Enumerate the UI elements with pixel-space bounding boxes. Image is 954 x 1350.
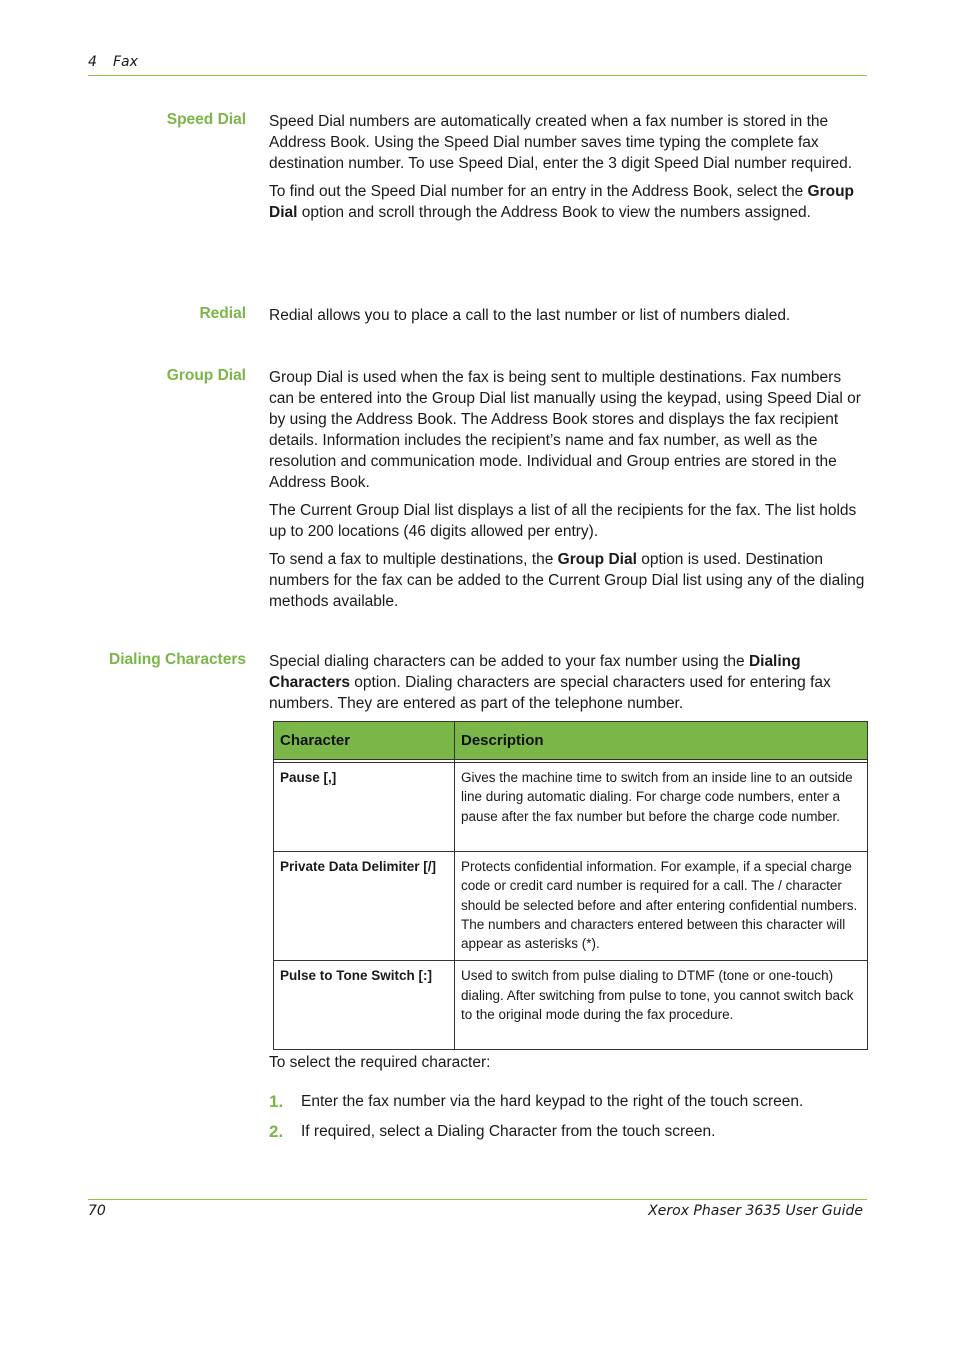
page-header [88, 53, 867, 76]
list-item [269, 1092, 869, 1122]
dialing-characters-text: option. Dialing characters are special characters used for entering fax numbers. They are entered as part of the telephone number. [269, 674, 831, 712]
page-footer [88, 1199, 867, 1222]
column-header-description: Description [455, 722, 868, 760]
dialing-characters-paragraph [269, 651, 869, 714]
step-number: 1. [269, 1092, 284, 1111]
list-item [269, 1122, 869, 1152]
table-row [274, 852, 868, 961]
redial-body [269, 305, 869, 333]
table-row [274, 961, 868, 1050]
instructions-intro: To select the required character: [269, 1054, 491, 1071]
speed-dial-body [269, 111, 869, 230]
character-cell: Pulse to Tone Switch [:] [274, 961, 455, 1050]
dialing-characters-body [269, 651, 869, 721]
group-dial-heading: Group Dial [166, 367, 246, 384]
redial-paragraph: Redial allows you to place a call to the last number or list of numbers dialed. [269, 307, 791, 324]
character-cell: Pause [,] [274, 763, 455, 852]
dialing-characters-heading: Dialing Characters [109, 651, 246, 668]
table-row [274, 763, 868, 852]
character-cell: Private Data Delimiter [/] [274, 852, 455, 961]
description-cell: Gives the machine time to switch from an inside line to an outside line during automatic dialing. For charge code numbers, enter a pause after the fax number but before the charge code number. [455, 763, 868, 852]
chapter-number: 4 [88, 54, 97, 70]
group-dial-paragraph-1: Group Dial is used when the fax is being sent to multiple destinations. Fax numbers can be entered into the Group Dial list manually using the keypad, using Speed Dial or by using the Address Book. The Address Book stores and displays the fax recipient details. Information includes the recipient’s name and fax number, as well as the resolution and communication mode. Individual and Group entries are stored in the Address Book. [269, 369, 861, 491]
speed-dial-text: To find out the Speed Dial number for an entry in the Address Book, select the [269, 183, 808, 200]
dialing-characters-option-name: Dialing Characters [269, 653, 801, 691]
group-dial-option-name: Group Dial [557, 551, 637, 568]
page-number: 70 [88, 1203, 106, 1219]
speed-dial-heading: Speed Dial [166, 111, 246, 128]
group-dial-option-name: Group Dial [269, 183, 855, 221]
column-header-character: Character [274, 722, 455, 760]
redial-heading: Redial [199, 305, 246, 322]
speed-dial-paragraph-2 [269, 181, 869, 223]
dialing-characters-text: Special dialing characters can be added to your fax number using the [269, 653, 749, 670]
group-dial-paragraph-2: The Current Group Dial list displays a list of all the recipients for the fax. The list holds up to 200 locations (46 digits allowed per entry). [269, 502, 857, 540]
group-dial-text: option is used. Destination numbers for the fax can be added to the Current Group Dial list using any of the dialing methods available. [269, 551, 865, 610]
chapter-title: Fax [113, 54, 138, 70]
speed-dial-text: option and scroll through the Address Book to view the numbers assigned. [297, 204, 811, 221]
dialing-characters-table [273, 721, 868, 1050]
speed-dial-paragraph-1: Speed Dial numbers are automatically created when a fax number is stored in the Address Book. Using the Speed Dial number saves time typing the complete fax destination number. To use Speed Dial, enter the 3 digit Speed Dial number required. [269, 113, 853, 172]
step-text: Enter the fax number via the hard keypad to the right of the touch screen. [301, 1093, 804, 1110]
guide-title: Xerox Phaser 3635 User Guide [648, 1203, 863, 1219]
group-dial-body [269, 367, 869, 619]
step-number: 2. [269, 1122, 284, 1141]
description-cell: Protects confidential information. For example, if a special charge code or credit card number is required for a call. The / character should be selected before and after entering confidential numbers. The numbers and characters entered between this character will appear as asterisks (*). [455, 852, 868, 961]
table-header-row [274, 722, 868, 760]
step-text: If required, select a Dialing Character from the touch screen. [301, 1123, 716, 1140]
group-dial-paragraph-3 [269, 549, 869, 612]
description-cell: Used to switch from pulse dialing to DTMF (tone or one-touch) dialing. After switching from pulse to tone, you cannot switch back to the original mode during the fax procedure. [455, 961, 868, 1050]
steps-list [269, 1092, 869, 1152]
group-dial-text: To send a fax to multiple destinations, the [269, 551, 558, 568]
